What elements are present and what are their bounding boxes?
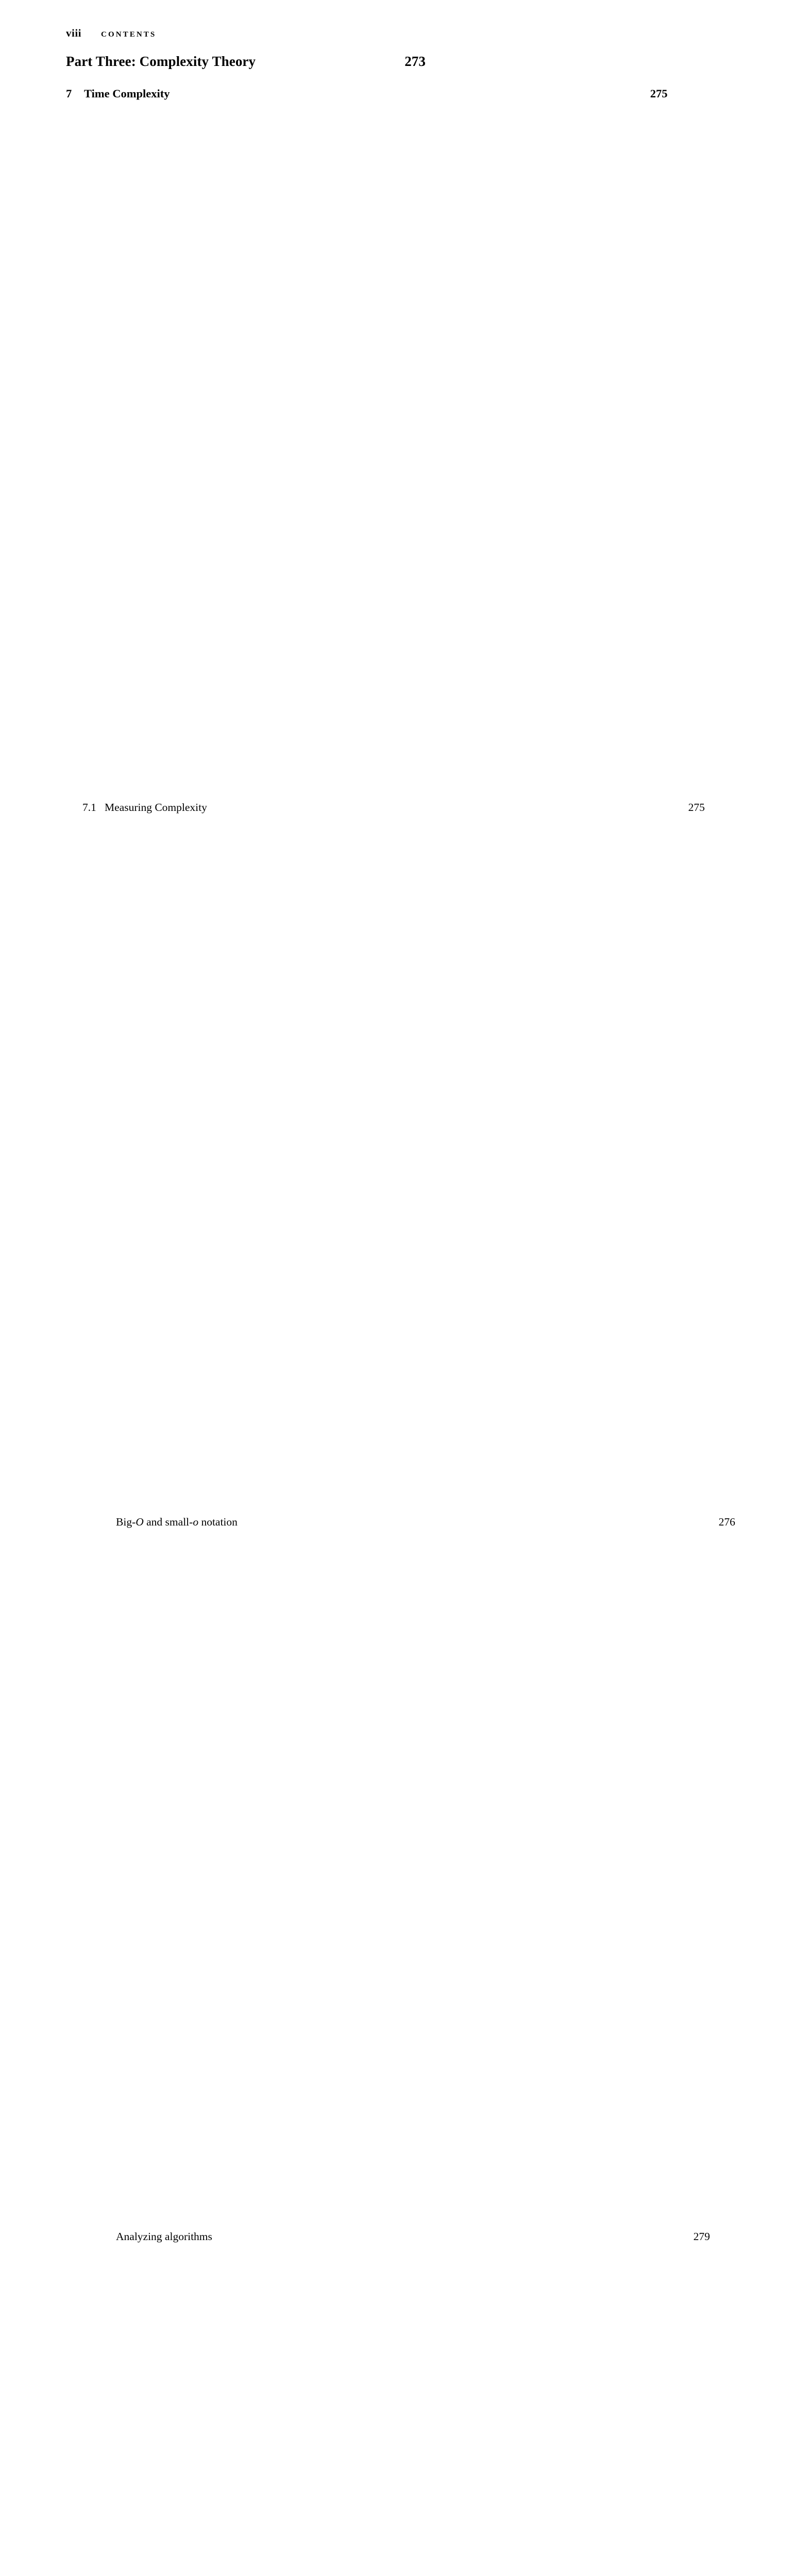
entry-label: Big-O and small-o notation — [116, 1516, 238, 1528]
entry-page-number: 275 — [212, 800, 705, 1514]
toc-entry-section[interactable] — [66, 800, 705, 1514]
entry-label: Time Complexity — [84, 87, 170, 100]
part-page-number: 273 — [404, 54, 426, 69]
part-heading — [66, 54, 426, 70]
toc-entry-sub[interactable] — [66, 2229, 710, 2576]
page-folio: viii — [66, 27, 82, 39]
running-head-title: CONTENTS — [101, 30, 157, 39]
entry-label: Measuring Complexity — [105, 801, 207, 814]
entry-number: 7 — [66, 87, 72, 100]
entry-number: 7.1 — [82, 801, 96, 814]
toc-entry-chapter[interactable] — [66, 85, 668, 800]
toc-entry-list — [66, 85, 735, 2576]
table-of-contents — [66, 54, 735, 2576]
entry-label: Analyzing algorithms — [116, 2230, 212, 2243]
running-head — [66, 27, 156, 40]
entry-page-number: 279 — [217, 2229, 710, 2576]
toc-entry-sub[interactable] — [66, 1514, 735, 2229]
entry-page-number: 275 — [175, 85, 667, 800]
entry-page-number: 276 — [243, 1514, 735, 2229]
part-title: Part Three: Complexity Theory — [66, 54, 256, 69]
